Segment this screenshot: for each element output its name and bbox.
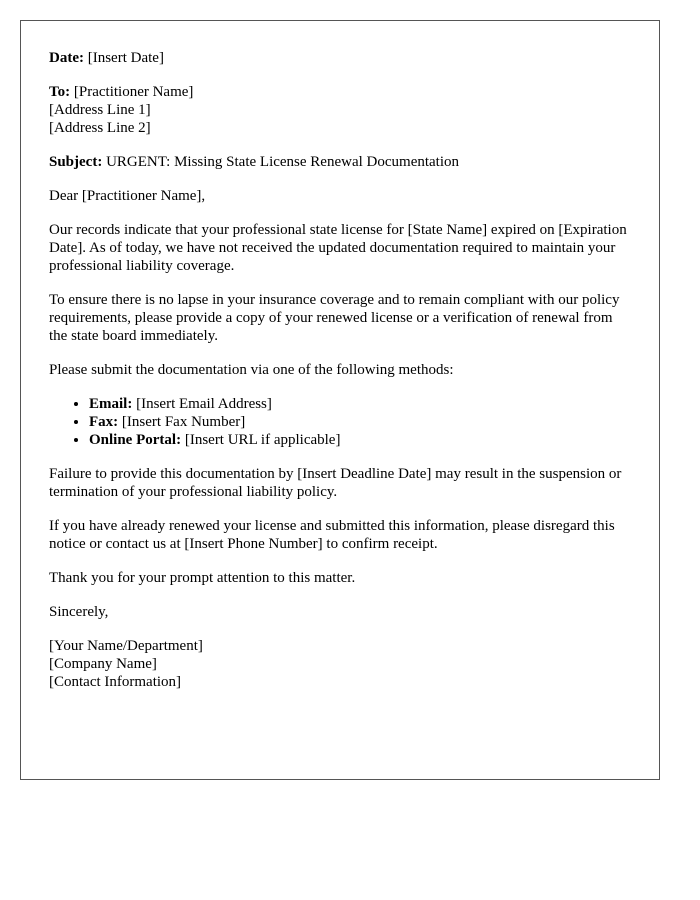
list-item-online-portal xyxy=(89,431,631,449)
subject-label: Subject: xyxy=(49,154,103,170)
recipient-name: [Practitioner Name] xyxy=(73,84,194,100)
recipient-block xyxy=(49,83,631,137)
submission-methods-list xyxy=(49,395,631,449)
to-label: To: xyxy=(49,84,71,100)
paragraph-request: To ensure there is no lapse in your insurance coverage and to remain compliant with our policy requirements, please provide a copy of your renewed license or a verification of renewal from the state board immediately. xyxy=(49,292,620,344)
email-value: [Insert Email Address] xyxy=(136,396,272,412)
signature-block xyxy=(49,637,631,691)
signature-company: [Company Name] xyxy=(49,656,157,672)
signature-contact: [Contact Information] xyxy=(49,674,182,690)
paragraph-thanks: Thank you for your prompt attention to this matter. xyxy=(49,570,356,586)
date-value: [Insert Date] xyxy=(87,50,164,66)
online-portal-value: [Insert URL if applicable] xyxy=(184,432,341,448)
list-item-fax xyxy=(89,413,631,431)
recipient-name-line xyxy=(49,83,631,101)
signature-name: [Your Name/Department] xyxy=(49,638,203,654)
paragraph-disregard: If you have already renewed your license and submitted this information, please disregard this notice or contact us at [Insert Phone Number] to confirm receipt. xyxy=(49,518,615,552)
date-line xyxy=(49,49,631,67)
fax-label: Fax: xyxy=(89,414,119,430)
fax-value: [Insert Fax Number] xyxy=(121,414,246,430)
email-label: Email: xyxy=(89,396,133,412)
recipient-address-line-1: [Address Line 1] xyxy=(49,102,151,118)
paragraph-expiration-notice: Our records indicate that your professional state license for [State Name] expired on [Expiration Date]. As of today, we have not received the updated documentation required to maintain your professional liability coverage. xyxy=(49,222,627,274)
paragraph-consequence: Failure to provide this documentation by [Insert Deadline Date] may result in the suspension or termination of your professional liability policy. xyxy=(49,466,622,500)
paragraph-submission-methods: Please submit the documentation via one of the following methods: xyxy=(49,362,454,378)
greeting: Dear [Practitioner Name], xyxy=(49,188,206,204)
letter-document xyxy=(20,20,660,780)
online-portal-label: Online Portal: xyxy=(89,432,182,448)
subject-line xyxy=(49,153,631,171)
list-item-email xyxy=(89,395,631,413)
recipient-address-line-2: [Address Line 2] xyxy=(49,120,151,136)
closing: Sincerely, xyxy=(49,604,109,620)
date-label: Date: xyxy=(49,50,84,66)
subject-value: URGENT: Missing State License Renewal Documentation xyxy=(106,154,460,170)
